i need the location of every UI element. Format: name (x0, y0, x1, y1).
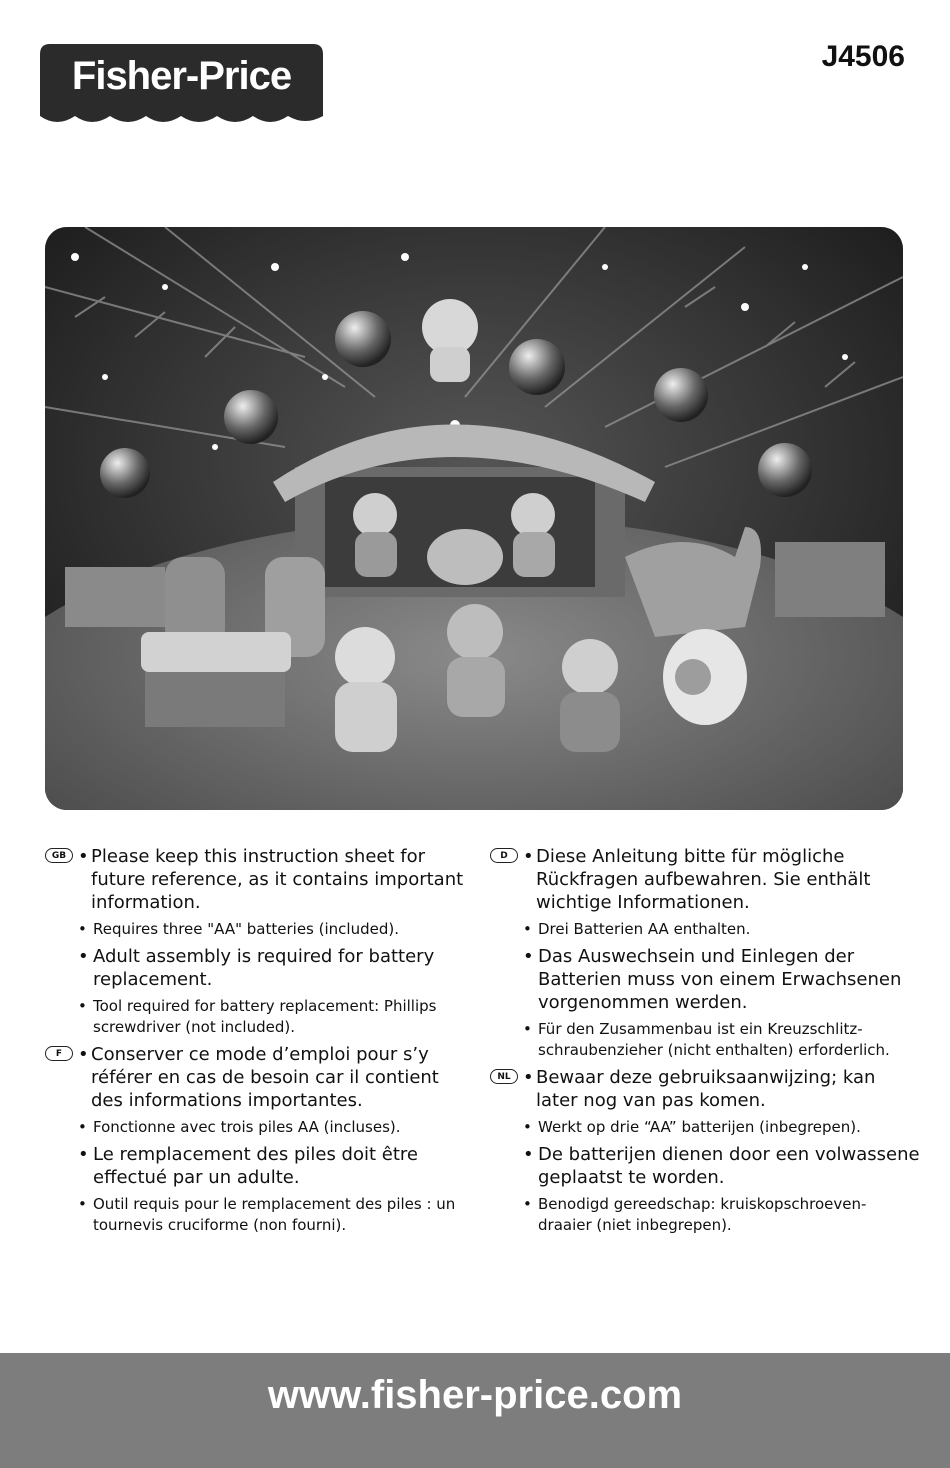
bullet-icon: • (523, 1067, 534, 1088)
list-item (490, 945, 920, 1014)
lang-main-sentence: Please keep this instruction sheet for future reference, as it contains important information. (91, 846, 464, 913)
language-badge-d: D (490, 848, 518, 863)
list-item-text: Tool required for battery replacement: Phillips screwdriver (not included). (93, 997, 437, 1036)
bullet-icon: • (523, 946, 534, 967)
list-item-text: Le remplacement des piles doit être effectué par un adulte. (93, 1144, 418, 1188)
logo-text: Fisher-Price (71, 54, 292, 98)
list-item-text: De batterijen dienen door een volwassene geplaatst te worden. (538, 1144, 920, 1188)
bullet-icon: • (78, 1118, 87, 1136)
lang-block-nl (490, 1066, 920, 1236)
list-item (490, 1194, 920, 1236)
language-badge-f: F (45, 1046, 73, 1061)
lang-main-text-nl (490, 1066, 920, 1112)
list-item-text: Drei Batterien AA enthalten. (538, 920, 751, 938)
lang-main-sentence: Conserver ce mode d’emploi pour s’y référer en cas de besoin car il contient des informations importantes. (91, 1044, 439, 1111)
bullet-icon: • (78, 997, 87, 1015)
list-item (45, 1117, 465, 1138)
lang-main-text-d (490, 845, 920, 914)
lang-block-gb (45, 845, 465, 1038)
brand-logo (40, 44, 323, 136)
list-item (45, 1194, 465, 1236)
language-badge-nl: NL (490, 1069, 518, 1084)
bullet-icon: • (78, 846, 89, 867)
bullet-icon: • (78, 1195, 87, 1213)
bullet-icon: • (78, 1044, 89, 1065)
footer-bar (0, 1353, 950, 1468)
lang-block-d (490, 845, 920, 1061)
list-item (45, 996, 465, 1038)
model-number: J4506 (821, 40, 905, 73)
language-badge-gb: GB (45, 848, 73, 863)
bullet-icon: • (78, 920, 87, 938)
footer-website-link[interactable]: www.fisher-price.com (267, 1373, 683, 1417)
product-photo (45, 227, 903, 810)
list-item-text: Outil requis pour le remplacement des piles : un tournevis cruciforme (non fourni). (93, 1195, 456, 1234)
bullet-icon: • (78, 946, 89, 967)
list-item (490, 1019, 920, 1061)
list-item (490, 919, 920, 940)
list-item-text: Adult assembly is required for battery replacement. (93, 946, 435, 990)
bullet-icon: • (523, 846, 534, 867)
list-item-text: Für den Zusammenbau ist ein Kreuzschlitz-schraubenzieher (nicht enthalten) erforderlich. (538, 1020, 890, 1059)
lang-main-sentence: Bewaar deze gebruiksaanwijzing; kan later nog van pas komen. (536, 1067, 876, 1111)
list-item-text: Benodigd gereedschap: kruiskopschroeven-draaier (niet inbegrepen). (538, 1195, 867, 1234)
bullet-icon: • (78, 1144, 89, 1165)
bullet-icon: • (523, 920, 532, 938)
instructions-right-column (490, 845, 920, 1241)
bullet-icon: • (523, 1195, 532, 1213)
list-item (490, 1117, 920, 1138)
list-item-text: Requires three "AA" batteries (included). (93, 920, 399, 938)
lang-main-text-gb (45, 845, 465, 914)
bullet-icon: • (523, 1020, 532, 1038)
bullet-icon: • (523, 1144, 534, 1165)
list-item-text: Das Auswechsein und Einlegen der Batterien muss von einem Erwachsenen vorgenommen werden. (538, 946, 902, 1013)
list-item (45, 919, 465, 940)
instructions-left-column (45, 845, 465, 1241)
bullet-icon: • (523, 1118, 532, 1136)
lang-main-text-f (45, 1043, 465, 1112)
list-item (490, 1143, 920, 1189)
list-item-text: Fonctionne avec trois piles AA (incluses). (93, 1118, 401, 1136)
list-item (45, 945, 465, 991)
list-item (45, 1143, 465, 1189)
lang-block-f (45, 1043, 465, 1236)
list-item-text: Werkt op drie “AA” batterijen (inbegrepen). (538, 1118, 861, 1136)
lang-main-sentence: Diese Anleitung bitte für mögliche Rückfragen aufbewahren. Sie enthält wichtige Informationen. (536, 846, 871, 913)
